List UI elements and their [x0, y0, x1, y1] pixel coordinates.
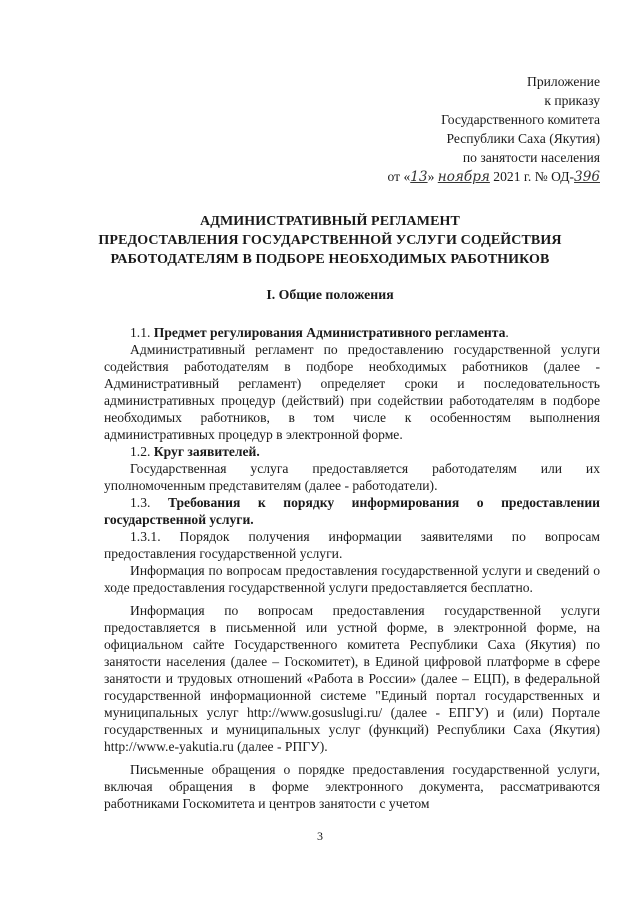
order-header	[360, 72, 600, 187]
paragraph-1-3	[104, 494, 600, 528]
header-line-committee: Государственного комитета	[441, 112, 600, 127]
paragraph-1-3-1: 1.3.1. Порядок получения информации заявителями по вопросам предоставления государственной услуги.	[104, 529, 600, 561]
clause-heading: Требования к порядку информирования о предоставлении государственной услуги.	[104, 495, 600, 527]
paragraph-applicants: Государственная услуга предоставляется работодателям или их уполномоченным представителям (далее - работодатели).	[104, 461, 600, 493]
header-line-republic: Республики Саха (Якутия)	[446, 131, 600, 146]
page-number: 3	[317, 829, 323, 843]
document-body	[104, 318, 600, 812]
header-line-employment: по занятости населения	[462, 150, 600, 165]
document-title	[60, 212, 600, 269]
date-year: 2021 г. № ОД-	[489, 169, 575, 184]
clause-heading: Круг заявителей.	[153, 444, 260, 459]
clause-tail: .	[505, 325, 509, 340]
paragraph-info-free: Информация по вопросам предоставления государственной услуги и сведений о ходе предоставления государственной услуги предоставляется бесплатно.	[104, 563, 600, 595]
clause-heading: Предмет регулирования Административного регламента	[153, 325, 506, 340]
clause-number: 1.3.	[130, 495, 168, 510]
paragraph-1-2	[104, 443, 600, 460]
clause-number: 1.1.	[130, 325, 154, 340]
paragraph-1-1	[104, 324, 600, 341]
paragraph-info-channels: Информация по вопросам предоставления государственной услуги предоставляется в письменной или устной форме, в электронной форме, на официальном сайте Государственного комитета Республики Саха (Якутия) по занятости населения (далее – Госкомитет), в Единой цифровой платформе в сфере занятости и трудовых отношений «Работа в России» (далее – ЕЦП), в федеральной государственной информационной системе "Единый портал государственных и муниципальных услуг http://www.gosuslugi.ru/ (далее - ЕПГУ) и (или) Портале государственных и муниципальных услуг (функций) Республики Саха (Якутия) http://www.e-yakutia.ru (далее - РПГУ).	[104, 603, 600, 754]
order-number-handwritten: 396	[574, 169, 600, 185]
paragraph-written-requests: Письменные обращения о порядке предоставления государственной услуги, включая обращения в форме электронного документа, рассматриваются работниками Госкомитета и центров занятости с учетом	[104, 762, 600, 811]
header-line-appendix: Приложение	[527, 74, 600, 89]
title-line-3: РАБОТОДАТЕЛЯМ В ПОДБОРЕ НЕОБХОДИМЫХ РАБОТНИКОВ	[110, 252, 550, 267]
order-date-line	[360, 167, 600, 187]
date-prefix: от «	[387, 169, 411, 184]
paragraph-regulation-scope: Административный регламент по предоставлению государственной услуги содействия работодателям в подборе необходимых работников (далее - Административный регламент) определяет сроки и последовательность административных процедур (действий) при содействии работодателям в подборе необходимых работников, в том числе к особенностям выполнения административных процедур в электронной форме.	[104, 342, 600, 442]
title-line-2: ПРЕДОСТАВЛЕНИЯ ГОСУДАРСТВЕННОЙ УСЛУГИ СОДЕЙСТВИЯ	[98, 233, 562, 248]
date-month-handwritten: ноября	[437, 169, 490, 185]
title-line-1: АДМИНИСТРАТИВНЫЙ РЕГЛАМЕНТ	[200, 214, 460, 229]
header-line-order: к приказу	[544, 93, 600, 108]
date-day-handwritten: 13	[410, 169, 428, 185]
section-title: I. Общие положения	[266, 287, 394, 302]
clause-number: 1.2.	[130, 444, 154, 459]
date-mid: »	[427, 169, 438, 184]
